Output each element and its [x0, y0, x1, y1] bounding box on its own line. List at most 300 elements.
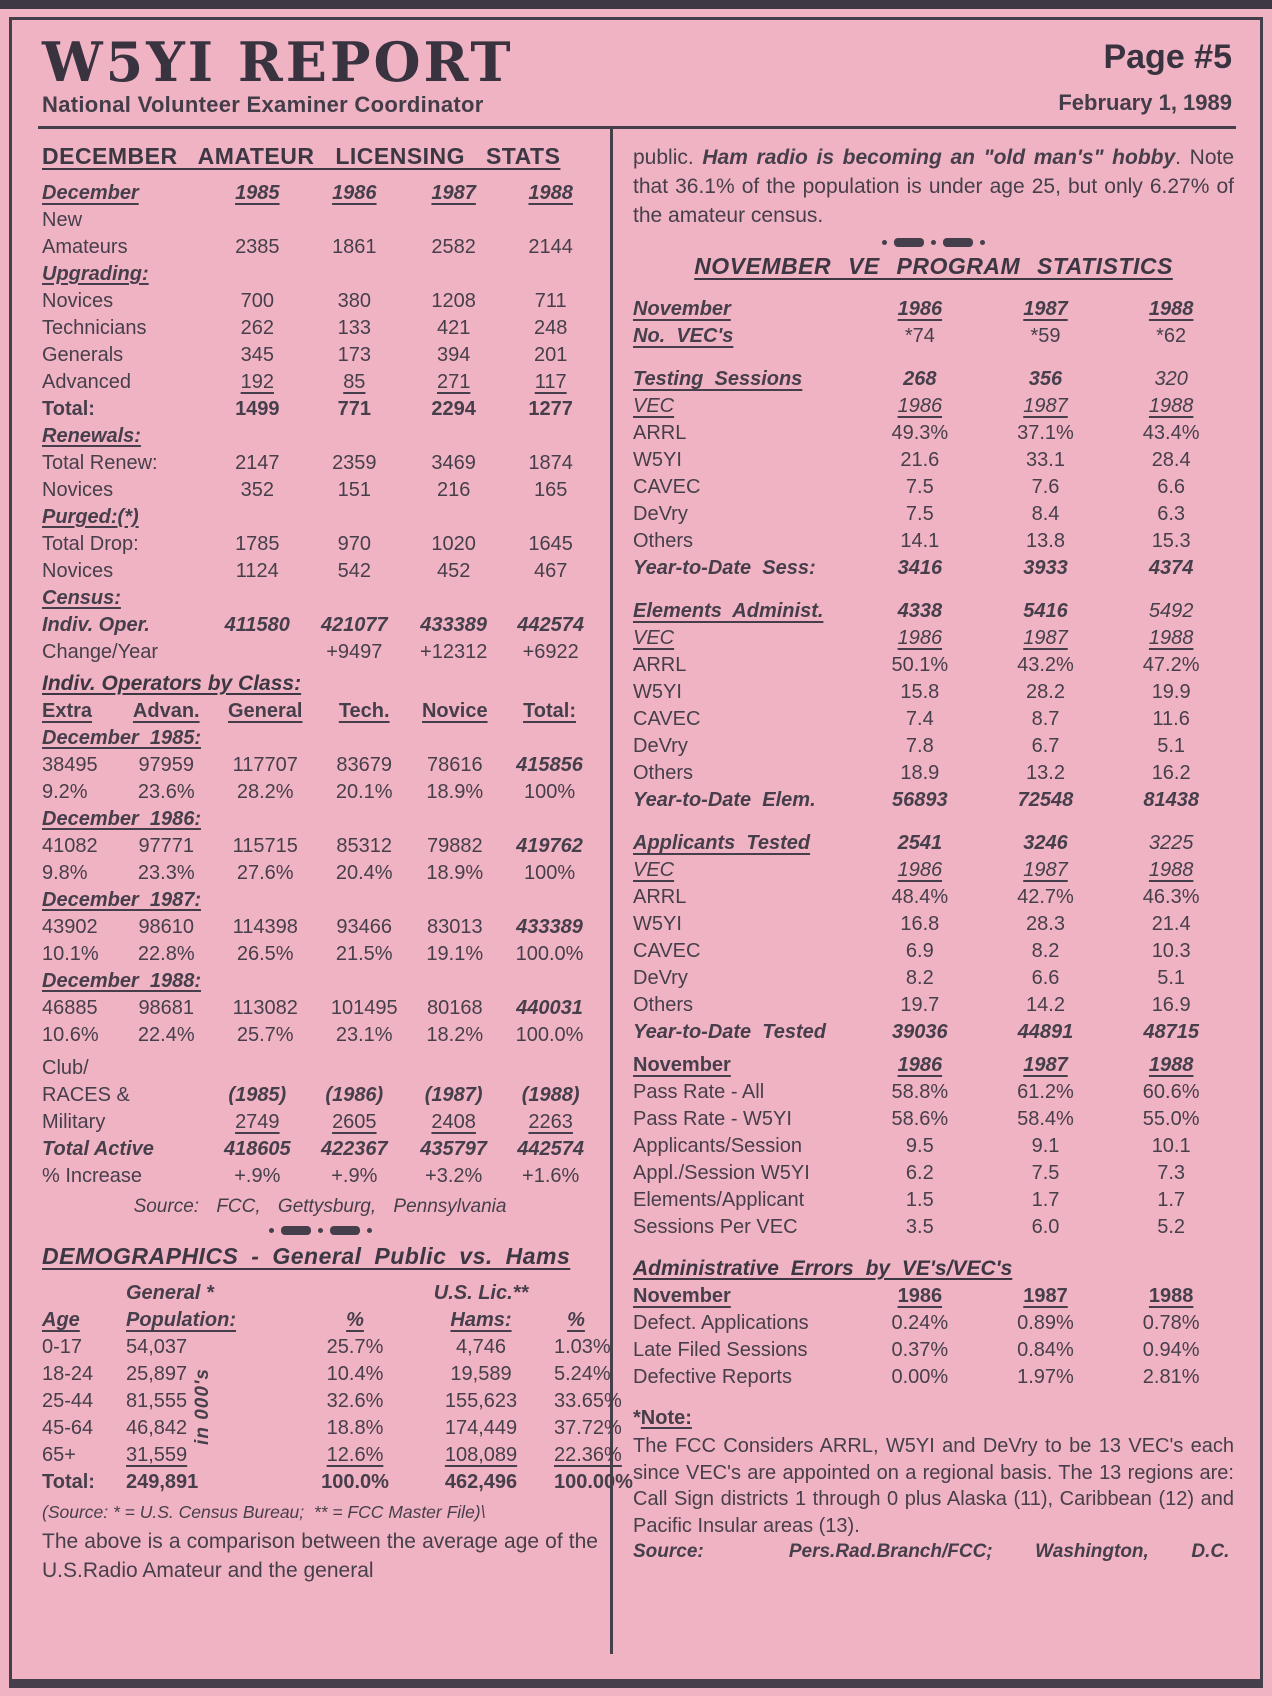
table-row [42, 1307, 598, 1334]
table-cell: 14.1 [900, 530, 940, 552]
table-cell: 2.81% [1142, 1366, 1200, 1388]
table-cell: 18-24 [42, 1363, 94, 1385]
table-cell: 0.24% [891, 1312, 949, 1334]
table-row [42, 612, 598, 639]
table-cell: 345 [240, 344, 274, 366]
table-cell: Year-to-Date Elem. [633, 789, 816, 811]
issue-date: February 1, 1989 [1058, 90, 1232, 115]
table-cell: (1986) [325, 1084, 384, 1106]
table-cell: % Increase [42, 1165, 143, 1187]
table-cell: (1985) [228, 1084, 287, 1106]
table-cell: +.9% [331, 1165, 378, 1187]
table-cell: Amateurs [42, 236, 128, 258]
table-row [633, 528, 1234, 555]
table-cell: 1988 [528, 182, 573, 204]
table-cell: 20.1% [335, 781, 393, 803]
table-cell: Novices [42, 290, 114, 312]
table-cell: W5YI [633, 681, 682, 703]
table-cell: 44891 [1017, 1021, 1074, 1043]
ornament-bar [330, 1226, 360, 1235]
table-row [42, 995, 598, 1022]
table-cell: November [633, 1054, 731, 1076]
table-cell: 8.2 [905, 967, 934, 989]
table-row [42, 234, 598, 261]
footnote-asterisk: * [633, 1407, 641, 1429]
table-cell: 1.97% [1017, 1366, 1074, 1388]
footnote-text: The FCC Considers ARRL, W5YI and DeVry to be 13 VEC's each since VEC's are appointed on a regional basis. The 13 regions are: Call Sign districts 1 through 0 plus Alaska (11), Caribbean (12) and Pacific Insular areas (13). [633, 1435, 1234, 1537]
table-cell [210, 1055, 305, 1082]
table-cell: DeVry [633, 967, 688, 989]
table-cell: 46885 [42, 997, 98, 1019]
table-row [633, 830, 1234, 857]
table-cell: Purged:(*) [42, 506, 139, 528]
table-cell: 1986 [897, 395, 943, 417]
table-cell: 21.4 [1151, 913, 1191, 935]
table-cell: 19.9 [1151, 681, 1191, 703]
table-cell: 174,449 [444, 1417, 518, 1439]
table-cell: 394 [436, 344, 471, 366]
table-cell: 421 [436, 317, 471, 339]
table-row [633, 366, 1234, 393]
table-cell: 23.1% [335, 1024, 393, 1046]
paragraph-text: . Note that 36.1% of the population is under age 25, but only 6.27% of the amateur census. [633, 146, 1235, 227]
table-row [42, 396, 598, 423]
table-cell: W5YI [633, 913, 682, 935]
table-row [633, 501, 1234, 528]
table-cell [302, 1280, 408, 1307]
table-cell: 6.0 [1031, 1216, 1060, 1238]
table-cell: 1.03% [554, 1336, 611, 1358]
table-cell: 97959 [138, 754, 195, 776]
table-cell: 415856 [516, 754, 583, 776]
table-cell: 98681 [138, 997, 195, 1019]
table-cell: December 1985: [42, 727, 201, 749]
table-row [42, 860, 598, 887]
table-cell: 4374 [1148, 557, 1194, 579]
table-cell: 37.72% [554, 1417, 622, 1439]
table-cell: 1.7 [1157, 1189, 1186, 1211]
table-row [42, 941, 598, 968]
table-cell: 8.2 [1031, 940, 1060, 962]
table-row [633, 706, 1234, 733]
table-cell: 97771 [138, 835, 195, 857]
table-cell: 93466 [336, 916, 393, 938]
table-cell: 418605 [223, 1138, 291, 1160]
table-cell: 1986 [332, 182, 377, 204]
table-row [42, 342, 598, 369]
table-cell: 1988 [1148, 1054, 1194, 1076]
table-cell: 9.1 [1031, 1135, 1060, 1157]
table-cell: CAVEC [633, 940, 701, 962]
admin-errors-table [633, 1283, 1234, 1391]
table-row [42, 180, 598, 207]
table-cell: 9.2% [42, 781, 88, 803]
table-cell: +1.6% [522, 1165, 580, 1187]
table-cell: 7.3 [1157, 1162, 1186, 1184]
table-cell: 1988 [1148, 395, 1194, 417]
table-row [633, 323, 1234, 350]
table-cell: Advanced [42, 371, 131, 393]
table-cell: 54,037 [126, 1336, 188, 1358]
table-cell: 1987 [1023, 859, 1068, 881]
comparison-paragraph: The above is a comparison between the average age of the U.S.Radio Amateur and the general [42, 1530, 598, 1582]
table-cell: Others [633, 994, 694, 1016]
table-cell: Age [42, 1309, 80, 1331]
table-row [42, 288, 598, 315]
table-cell: Others [633, 762, 694, 784]
table-cell: 1986 [897, 1285, 943, 1307]
table-cell: 201 [533, 344, 568, 366]
table-cell: ARRL [633, 422, 687, 444]
table-cell: 165 [533, 479, 568, 501]
table-cell: Elements/Applicant [633, 1189, 805, 1211]
table-cell: 2144 [528, 236, 573, 258]
table-cell [503, 1055, 598, 1082]
table-cell: 60.6% [1142, 1081, 1200, 1103]
by-class-title: Indiv. Operators by Class: [42, 672, 302, 695]
table-cell: 542 [337, 560, 371, 582]
table-cell: 7.8 [905, 735, 934, 757]
ornament-bar [281, 1226, 311, 1235]
table-cell: 50.1% [891, 654, 949, 676]
table-cell: 268 [903, 368, 937, 390]
table-cell: 15.8 [900, 681, 940, 703]
table-cell: 27.6% [236, 862, 294, 884]
table-row [633, 911, 1234, 938]
table-cell: 85 [343, 371, 366, 393]
table-cell: 6.7 [1031, 735, 1060, 757]
table-cell: Hams: [450, 1309, 512, 1331]
table-cell: +6922 [522, 641, 579, 663]
table-row [633, 1310, 1234, 1337]
table-cell: Defective Reports [633, 1366, 792, 1388]
table-cell: 56893 [892, 789, 948, 811]
table-cell: 7.6 [1031, 476, 1060, 498]
demographics-source-line: (Source: * = U.S. Census Bureau; ** = FCC Master File)\ [42, 1502, 486, 1522]
table-row [42, 369, 598, 396]
table-cell: 33.65% [554, 1390, 622, 1412]
table-row [42, 477, 598, 504]
table-cell: *59 [1030, 325, 1061, 347]
table-cell: 10.4% [326, 1363, 384, 1385]
table-cell: 18.8% [326, 1417, 384, 1439]
table-cell: 320 [1154, 368, 1188, 390]
table-cell: 78616 [426, 754, 483, 776]
page-subtitle: National Volunteer Examiner Coordinator [42, 92, 484, 117]
table-row [633, 1052, 1234, 1079]
table-row [42, 1109, 598, 1136]
table-cell: (1987) [424, 1084, 483, 1106]
table-row [42, 1163, 598, 1190]
masthead-right [1058, 34, 1232, 116]
table-cell [210, 639, 305, 666]
table-cell: 4,746 [455, 1336, 507, 1358]
table-cell: General [227, 700, 303, 722]
table-cell: 6.9 [905, 940, 934, 962]
table-cell: 10.1 [1151, 1135, 1191, 1157]
table-cell: 31,559 [126, 1444, 188, 1466]
table-row [42, 504, 598, 531]
table-cell: 5.2 [1157, 1216, 1186, 1238]
table-cell: 0.94% [1142, 1339, 1200, 1361]
table-row [42, 1055, 598, 1082]
table-cell: 46.3% [1142, 886, 1200, 908]
table-cell: 45-64 [42, 1417, 94, 1439]
table-cell: 46,842 [126, 1417, 188, 1439]
table-cell: 422367 [320, 1138, 388, 1160]
vec-count-table [633, 296, 1234, 350]
table-cell: 1861 [332, 236, 377, 258]
table-cell: General * [126, 1282, 214, 1304]
right-column [610, 129, 1260, 1654]
table-cell: *74 [904, 325, 935, 347]
table-row [633, 1187, 1234, 1214]
table-cell: % [346, 1309, 364, 1331]
table-cell: 421077 [320, 614, 388, 636]
table-cell: 16.2 [1151, 762, 1191, 784]
table-cell: November [633, 298, 731, 320]
table-cell: 2294 [431, 398, 476, 420]
table-cell: (1988) [521, 1084, 580, 1106]
table-cell: Defect. Applications [633, 1312, 809, 1334]
table-cell: 14.2 [1026, 994, 1065, 1016]
table-cell: 1.7 [1031, 1189, 1060, 1211]
table-row [42, 1442, 622, 1469]
table-cell: 442574 [517, 614, 585, 636]
table-cell: 22.8% [137, 943, 195, 965]
table-cell: 16.8 [900, 913, 940, 935]
table-cell: 42.7% [1017, 886, 1074, 908]
table-row [633, 1079, 1234, 1106]
table-cell: 100.0% [515, 943, 584, 965]
table-cell: ARRL [633, 654, 687, 676]
table-cell: 1785 [235, 533, 280, 555]
table-cell: 1988 [1148, 627, 1194, 649]
table-row [42, 558, 598, 585]
table-cell: 19,589 [450, 1363, 512, 1385]
table-cell: 83013 [426, 916, 483, 938]
table-row [633, 938, 1234, 965]
table-cell: 18.9% [426, 862, 484, 884]
table-cell: 2582 [431, 236, 476, 258]
table-cell: Census: [42, 587, 121, 609]
table-cell [554, 1280, 598, 1307]
table-row [42, 833, 598, 860]
table-cell: 28.4 [1151, 449, 1191, 471]
table-cell: 10.3 [1151, 940, 1191, 962]
table-row [42, 806, 598, 833]
table-cell: 3416 [897, 557, 943, 579]
table-cell: 271 [436, 371, 471, 393]
table-cell: 100.0% [515, 1024, 584, 1046]
table-cell: 1987 [1023, 1054, 1068, 1076]
table-cell: 6.6 [1157, 476, 1186, 498]
table-cell: 25.7% [326, 1336, 384, 1358]
table-row [633, 1106, 1234, 1133]
table-cell: 0.84% [1017, 1339, 1074, 1361]
table-cell: New [42, 209, 83, 231]
table-cell: 18.9% [426, 781, 484, 803]
table-cell: +12312 [420, 641, 488, 663]
table-cell: 25-44 [42, 1390, 94, 1412]
table-row [42, 315, 598, 342]
table-row [633, 884, 1234, 911]
table-cell: 12.6% [326, 1444, 384, 1466]
table-cell: Extra [42, 700, 93, 722]
table-row [633, 393, 1234, 420]
table-cell: 37.1% [1017, 422, 1074, 444]
table-cell: 442574 [517, 1138, 585, 1160]
table-row [633, 679, 1234, 706]
table-cell: DeVry [633, 735, 688, 757]
table-cell: Applicants Tested [633, 832, 811, 854]
table-cell: 22.4% [137, 1024, 195, 1046]
table-cell: Sessions Per VEC [633, 1216, 798, 1238]
table-cell: 2359 [332, 452, 377, 474]
table-row [42, 1361, 611, 1388]
table-cell: 151 [337, 479, 371, 501]
table-row [42, 968, 598, 995]
table-cell: 435797 [420, 1138, 488, 1160]
divider-ornament [42, 1226, 598, 1235]
table-row [633, 857, 1234, 884]
footnote-label: Note: [640, 1407, 692, 1429]
admin-errors-title: Administrative Errors by VE's/VEC's [633, 1257, 1013, 1280]
ornament-dot [367, 1228, 372, 1233]
in-thousands-annotation: in 000's [192, 1368, 213, 1445]
table-cell: 7.5 [905, 476, 934, 498]
table-cell: 1988 [1148, 298, 1194, 320]
table-cell: 9.5 [905, 1135, 934, 1157]
table-cell: 6.3 [1157, 503, 1186, 525]
table-row [633, 598, 1234, 625]
table-cell: 462,496 [444, 1471, 518, 1493]
table-cell: 433389 [420, 614, 488, 636]
table-row [42, 725, 598, 752]
table-cell: 28.2 [1026, 681, 1065, 703]
table-cell: 5.24% [554, 1363, 611, 1385]
masthead [12, 26, 1260, 120]
table-row [633, 733, 1234, 760]
ornament-bar [894, 238, 924, 247]
table-cell: 262 [240, 317, 274, 339]
table-cell: 18.9 [900, 762, 940, 784]
table-cell: 58.8% [891, 1081, 949, 1103]
table-row [42, 639, 598, 666]
licensing-table [42, 180, 598, 666]
table-cell [42, 1280, 126, 1307]
demographics-title: DEMOGRAPHICS - General Public vs. Hams [42, 1243, 571, 1269]
table-cell: 100.00% [554, 1471, 633, 1493]
table-cell: 249,891 [126, 1471, 199, 1493]
fcc-source-line: Source: FCC, Gettysburg, Pennsylvania [133, 1196, 507, 1217]
table-cell: 49.3% [891, 422, 949, 444]
table-row [42, 207, 598, 234]
table-row [633, 1283, 1234, 1310]
table-row [633, 652, 1234, 679]
table-cell: 33.1 [1026, 449, 1065, 471]
table-cell: CAVEC [633, 708, 701, 730]
table-cell: Population: [126, 1309, 236, 1331]
ve-program-title: NOVEMBER VE PROGRAM STATISTICS [694, 253, 1173, 279]
table-cell: 80168 [426, 997, 483, 1019]
table-cell: 1.5 [905, 1189, 934, 1211]
table-cell [210, 207, 305, 234]
table-cell: 28.2% [236, 781, 294, 803]
table-cell: Military [42, 1111, 106, 1133]
table-cell: December 1988: [42, 970, 201, 992]
table-cell: 43902 [42, 916, 98, 938]
table-cell: 1986 [897, 627, 943, 649]
table-cell: Late Filed Sessions [633, 1339, 808, 1361]
table-cell: CAVEC [633, 476, 701, 498]
table-cell: Total Renew: [42, 452, 158, 474]
table-cell: 2408 [431, 1111, 476, 1133]
table-cell: 711 [534, 290, 567, 312]
table-cell: 192 [240, 371, 274, 393]
table-cell: 1986 [897, 1054, 943, 1076]
table-cell: 2147 [235, 452, 280, 474]
table-cell: 1987 [1023, 298, 1068, 320]
table-cell: 0-17 [42, 1336, 83, 1358]
table-cell: 1988 [1148, 1285, 1194, 1307]
table-cell: 700 [240, 290, 274, 312]
table-cell: Indiv. Oper. [42, 614, 150, 636]
table-cell: 1208 [431, 290, 476, 312]
table-cell: 2749 [235, 1111, 280, 1133]
table-cell: 1124 [235, 560, 279, 582]
table-cell: ARRL [633, 886, 687, 908]
table-cell: 15.3 [1151, 530, 1191, 552]
table-cell: 5492 [1148, 600, 1194, 622]
table-row [42, 423, 598, 450]
masthead-left [42, 30, 514, 118]
table-cell: Technicians [42, 317, 147, 339]
table-cell [305, 1055, 404, 1082]
table-row [633, 420, 1234, 447]
table-cell: November [633, 1285, 731, 1307]
club-races-table [42, 1055, 598, 1190]
table-cell: 0.37% [891, 1339, 949, 1361]
table-cell: % [567, 1309, 585, 1331]
table-cell: 65+ [42, 1444, 76, 1466]
table-row [42, 914, 598, 941]
table-cell: 3933 [1023, 557, 1068, 579]
table-row [633, 1214, 1234, 1241]
table-cell: 1277 [528, 398, 573, 420]
table-row [42, 1280, 598, 1307]
table-cell: 0.00% [891, 1366, 949, 1388]
table-cell: 21.5% [335, 943, 393, 965]
paragraph-emphasis: Ham radio is becoming an "old man's" hobby [702, 146, 1176, 169]
table-cell: 380 [337, 290, 371, 312]
table-cell: Club/ [42, 1057, 89, 1079]
ornament-dot [318, 1228, 323, 1233]
demographics-section [42, 1280, 633, 1496]
table-cell: 113082 [232, 997, 298, 1019]
table-cell: 85312 [336, 835, 393, 857]
table-row [633, 625, 1234, 652]
ornament-dot [882, 240, 887, 245]
ornament-dot [269, 1228, 274, 1233]
table-cell: 1988 [1148, 859, 1194, 881]
table-cell: 433389 [516, 916, 583, 938]
left-column [12, 129, 633, 1654]
table-row [633, 1133, 1234, 1160]
table-cell: 43.4% [1142, 422, 1200, 444]
table-row [633, 555, 1234, 582]
table-cell: Novice [421, 700, 488, 722]
